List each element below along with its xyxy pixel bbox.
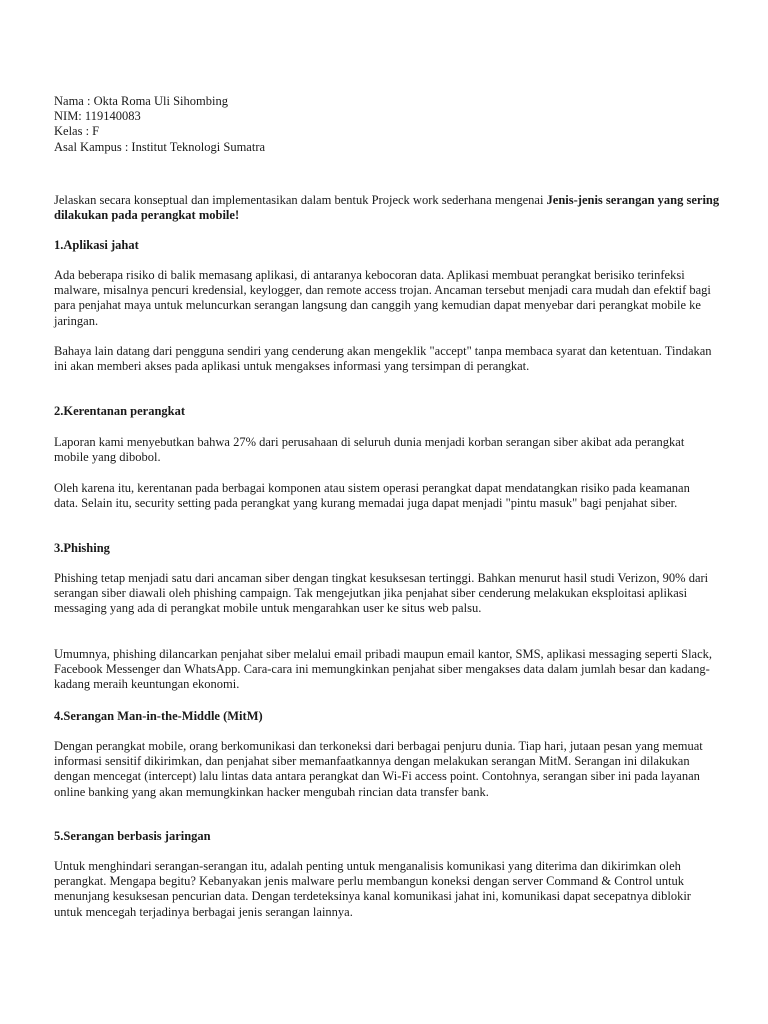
section-title-serangan-jaringan: 5.Serangan berbasis jaringan	[54, 829, 211, 843]
section-paragraph: Bahaya lain datang dari pengguna sendiri yang cenderung akan mengeklik "accept" tanpa membaca syarat dan ketentuan. Tindakan ini akan memberi akses pada aplikasi untuk mengakses informasi yang tersimpan di perangkat.	[54, 344, 712, 374]
assignment-question	[54, 193, 724, 223]
section-title-aplikasi-jahat: 1.Aplikasi jahat	[54, 238, 139, 252]
student-info	[54, 94, 728, 155]
student-class: Kelas : F	[54, 124, 100, 139]
section-paragraph: Umumnya, phishing dilancarkan penjahat siber melalui email pribadi maupun email kantor, SMS, aplikasi messaging seperti Slack, Facebook Messenger dan WhatsApp. Cara-cara ini memungkinkan penjahat siber mengakses data dalam jumlah besar dan kadang-kadang meraih keuntungan ekonomi.	[54, 647, 713, 692]
student-campus: Asal Kampus : Institut Teknologi Sumatra	[54, 139, 266, 154]
section-paragraph: Laporan kami menyebutkan bahwa 27% dari perusahaan di seluruh dunia menjadi korban serangan siber akibat ada perangkat mobile yang dibobol.	[54, 435, 685, 465]
section-title-mitm: 4.Serangan Man-in-the-Middle (MitM)	[54, 709, 263, 723]
section-title-kerentanan-perangkat: 2.Kerentanan perangkat	[54, 404, 186, 418]
question-text: Jelaskan secara konseptual dan implementasikan dalam bentuk Projeck work sederhana mengenai	[54, 193, 547, 207]
section-paragraph: Oleh karena itu, kerentanan pada berbagai komponen atau sistem operasi perangkat dapat mendatangkan risiko pada keamanan data. Selain itu, security setting pada perangkat yang kurang memadai juga dapat menjadi "pintu masuk" bagi penjahat siber.	[54, 481, 690, 511]
section-title-phishing: 3.Phishing	[54, 541, 110, 555]
section-paragraph: Untuk menghindari serangan-serangan itu, adalah penting untuk menganalisis komunikasi yang diterima dan dikirimkan oleh perangkat. Mengapa begitu? Kebanyakan jenis malware perlu membangun koneksi dengan server Command & Control untuk menunjang kesuksesan pencurian data. Dengan terdeteksinya kanal komunikasi jahat ini, komunikasi dapat secepatnya diblokir untuk mencegah terjadinya berbagai jenis serangan lainnya.	[54, 859, 691, 919]
section-paragraph: Phishing tetap menjadi satu dari ancaman siber dengan tingkat kesuksesan tertinggi. Bahkan menurut hasil studi Verizon, 90% dari serangan siber diawali oleh phishing campaign. Tak mengejutkan jika penjahat siber cenderung melakukan eksploitasi aplikasi messaging yang ada di perangkat mobile untuk mengarahkan user ke situs web palsu.	[54, 571, 709, 616]
section-paragraph: Dengan perangkat mobile, orang berkomunikasi dan terkoneksi dari berbagai penjuru dunia. Tiap hari, jutaan pesan yang memuat informasi sensitif dikirimkan, dan penjahat siber memanfaatkannya dengan melakukan serangan MitM. Serangan ini dilakukan dengan mencegat (intercept) lalu lintas data antara perangkat dan Wi-Fi access point. Contohnya, serangan siber ini pada layanan online banking yang akan memungkinkan hacker mengubah rincian data transfer bank.	[54, 739, 703, 799]
student-name: Nama : Okta Roma Uli Sihombing	[54, 94, 228, 108]
question-emphasis: Jenis-jenis serangan yang sering dilakukan pada perangkat mobile!	[54, 193, 720, 223]
section-paragraph: Ada beberapa risiko di balik memasang aplikasi, di antaranya kebocoran data. Aplikasi membuat perangkat berisiko terinfeksi malware, misalnya pencuri kredensial, keylogger, dan remote access trojan. Ancaman tersebut menjadi cara mudah dan efektif bagi para penjahat maya untuk meluncurkan serangan langsung dan canggih yang kemudian dapat menyebar dari perangkat mobile ke jaringan.	[54, 268, 711, 328]
student-nim: NIM: 119140083	[54, 109, 141, 124]
